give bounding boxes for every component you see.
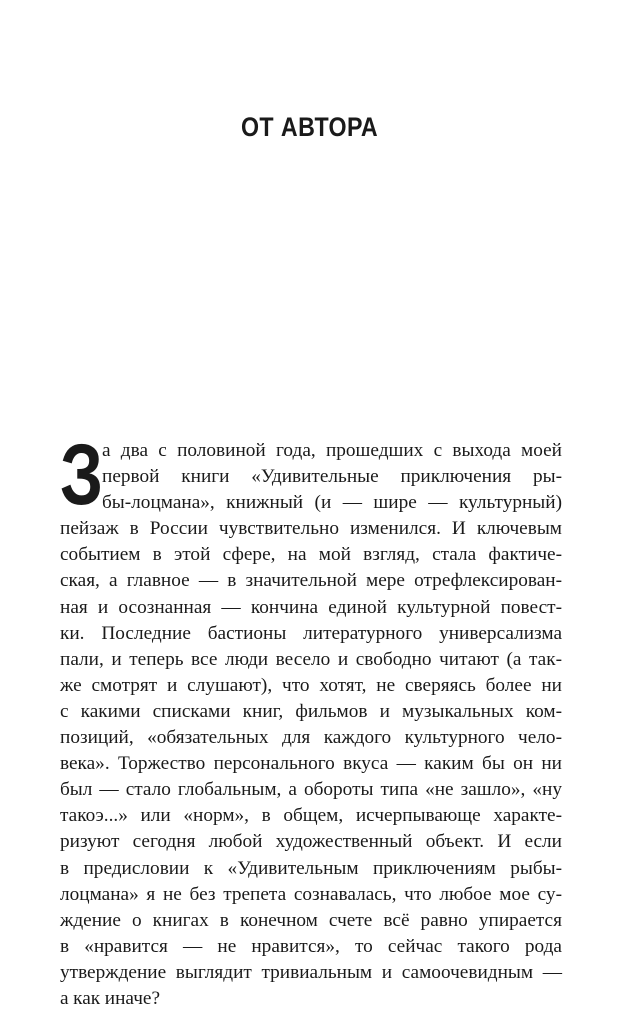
- chapter-title: ОТ АВТОРА: [240, 112, 379, 142]
- text-line: ки. Последние бастионы литературного универсализма: [60, 622, 562, 644]
- text-line: в предисловии к «Удивительным приключениям рыбы-: [60, 857, 562, 879]
- text-line: был — стало глобальным, а обороты типа «не зашло», «ну: [60, 779, 562, 801]
- body-paragraph: [60, 427, 562, 1012]
- text-line: событием в этой сфере, на мой взгляд, стала фактиче-: [60, 544, 562, 566]
- text-line: ризуют сегодня любой художественный объект. И если: [60, 831, 562, 853]
- text-line: утверждение выглядит тривиальным и самоочевидным —: [60, 961, 562, 983]
- text-line: а как иначе?: [60, 987, 161, 1009]
- text-line: века». Торжество персонального вкуса — каким бы он ни: [60, 753, 562, 775]
- text-line: ная и осознанная — кончина единой культурной повест-: [60, 596, 562, 618]
- text-line: с какими списками книг, фильмов и музыкальных ком-: [60, 700, 562, 722]
- text-line: такоэ...» или «норм», в общем, исчерпывающе характе-: [60, 805, 562, 827]
- text-line: ская, а главное — в значительной мере отрефлексирован-: [60, 570, 562, 592]
- text-line: ждение о книгах в конечном счете всё равно упирается: [60, 909, 562, 931]
- text-line: же смотрят и слушают), что хотят, не сверяясь более ни: [60, 674, 562, 696]
- text-line: пали, и теперь все люди весело и свободно читают (а так-: [60, 648, 562, 670]
- text-line: в «нравится — не нравится», то сейчас такого рода: [60, 935, 562, 957]
- text-line: бы-лоцмана», книжный (и — шире — культурный): [102, 492, 562, 514]
- text-line: позиций, «обязательных для каждого культурного чело-: [60, 727, 562, 749]
- text-line: пейзаж в России чувствительно изменился. И ключевым: [60, 518, 562, 540]
- text-line: первой книги «Удивительные приключения ры-: [102, 466, 562, 488]
- text-line: лоцмана» я не без трепета сознавалась, что любое мое су-: [60, 883, 562, 905]
- text-line: а два с половиной года, прошедших с выхода моей: [102, 440, 562, 461]
- drop-cap: З: [60, 427, 104, 523]
